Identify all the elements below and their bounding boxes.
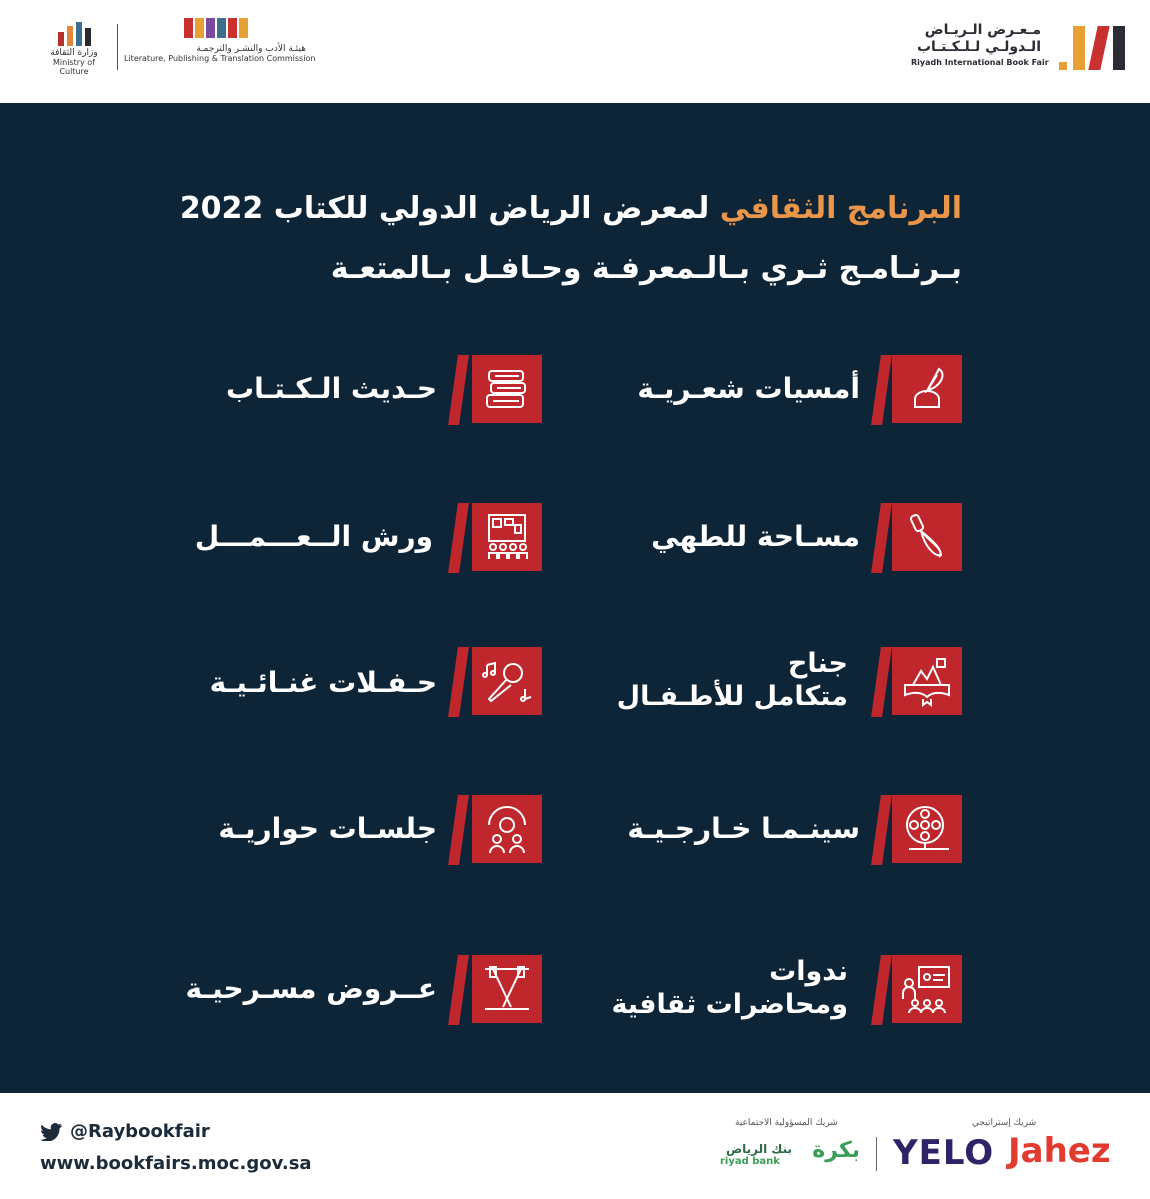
title-accent: البرنامج الثقافي (719, 191, 962, 226)
lptc-arabic-name: هيئـة الأدب والنشـر والترجمـة (196, 44, 306, 54)
header-divider (117, 24, 118, 70)
jahez-logo: Jahez (1008, 1131, 1111, 1171)
twitter-bird-icon (40, 1123, 62, 1141)
program-label: حـفـلات غنـائـيـة (209, 666, 437, 699)
lptc-emblem (184, 18, 314, 38)
footer-divider (876, 1137, 877, 1171)
red-slash (448, 647, 469, 717)
storybook-icon (892, 647, 962, 715)
fair-english-name: Riyadh International Book Fair (911, 58, 1049, 67)
program-item-poetry-evenings (600, 355, 965, 427)
ministry-of-culture-logo (38, 20, 110, 76)
program-item-cooking-area (600, 503, 965, 575)
book-fair-mark-icon (1047, 26, 1125, 70)
workshop-board-icon (472, 503, 542, 571)
quill-inkwell-icon (892, 355, 962, 423)
program-label: ورش الــعـــمـــل (194, 520, 433, 553)
whisk-icon (892, 503, 962, 571)
strategic-partner-label: شريك إستراتيجي (972, 1118, 1037, 1128)
red-slash (871, 955, 892, 1025)
moc-arabic-name: وزارة الثقافة (50, 48, 98, 58)
moc-emblem (38, 20, 110, 46)
red-slash (448, 503, 469, 573)
film-reel-icon (892, 795, 962, 863)
red-slash (871, 355, 892, 425)
program-label: مسـاحة للطهي (651, 520, 860, 553)
program-label: أمسيات شعـريـة (637, 372, 860, 405)
red-slash (871, 795, 892, 865)
lptc-logo (124, 18, 314, 70)
riyadh-book-fair-logo (913, 22, 1125, 78)
program-item-kids-pavilion (600, 647, 965, 722)
red-slash (448, 355, 469, 425)
csr-partner-label: شريك المسؤولية الاجتماعية (735, 1118, 838, 1128)
twitter-link[interactable] (40, 1121, 210, 1142)
red-slash (448, 795, 469, 865)
bank-brand: بكرة (812, 1138, 860, 1163)
red-slash (871, 647, 892, 717)
stage-spotlights-icon (472, 955, 542, 1023)
program-item-discussion-sessions (180, 795, 545, 867)
website-link[interactable]: www.bookfairs.moc.gov.sa (40, 1153, 312, 1174)
red-slash (448, 955, 469, 1025)
red-slash (871, 503, 892, 573)
program-item-outdoor-cinema (600, 795, 965, 867)
program-label: ندوات ومحاضرات ثقافية (611, 956, 848, 1020)
lptc-english-name: Literature, Publishing & Translation Commission (124, 54, 316, 63)
program-label: سينـمـا خـارجـيـة (627, 812, 860, 845)
twitter-handle: @Raybookfair (70, 1121, 210, 1142)
program-item-theater-shows (180, 955, 545, 1027)
program-label: عــروض مسـرحيـة (185, 972, 437, 1005)
fair-arabic-line1: مـعـرض الـريـاض (924, 22, 1041, 38)
program-panel (0, 103, 1150, 1093)
program-item-concerts (180, 647, 545, 719)
bank-name-arabic: بنك الرياض (726, 1142, 792, 1156)
program-item-workshops (180, 503, 545, 575)
microphone-icon (472, 647, 542, 715)
footer (0, 1093, 1150, 1199)
dialogue-people-icon (472, 795, 542, 863)
moc-english-name: Ministry of Culture (53, 58, 95, 76)
riyad-bank-logo (720, 1138, 860, 1170)
page-title (180, 191, 962, 226)
program-label: جناح متكامل للأطـفـال (616, 648, 848, 712)
books-stack-icon (472, 355, 542, 423)
program-item-seminars-lectures (600, 955, 965, 1030)
program-item-book-talk (180, 355, 545, 427)
page-subtitle: بـرنـامـج ثـري بـالـمعرفـة وحـافـل بـالمتعـة (330, 251, 962, 286)
bank-name-english: riyad bank (720, 1156, 780, 1167)
title-rest: لمعرض الرياض الدولي للكتاب 2022 (179, 191, 720, 226)
program-label: جلسـات حواريـة (218, 812, 437, 845)
yelo-logo: YELO (893, 1133, 995, 1173)
header (0, 0, 1150, 103)
program-label: حـديث الـكـتـاب (225, 372, 437, 405)
fair-arabic-line2: الـدولـي لـلـكـتـاب (916, 39, 1041, 55)
lecture-presentation-icon (892, 955, 962, 1023)
